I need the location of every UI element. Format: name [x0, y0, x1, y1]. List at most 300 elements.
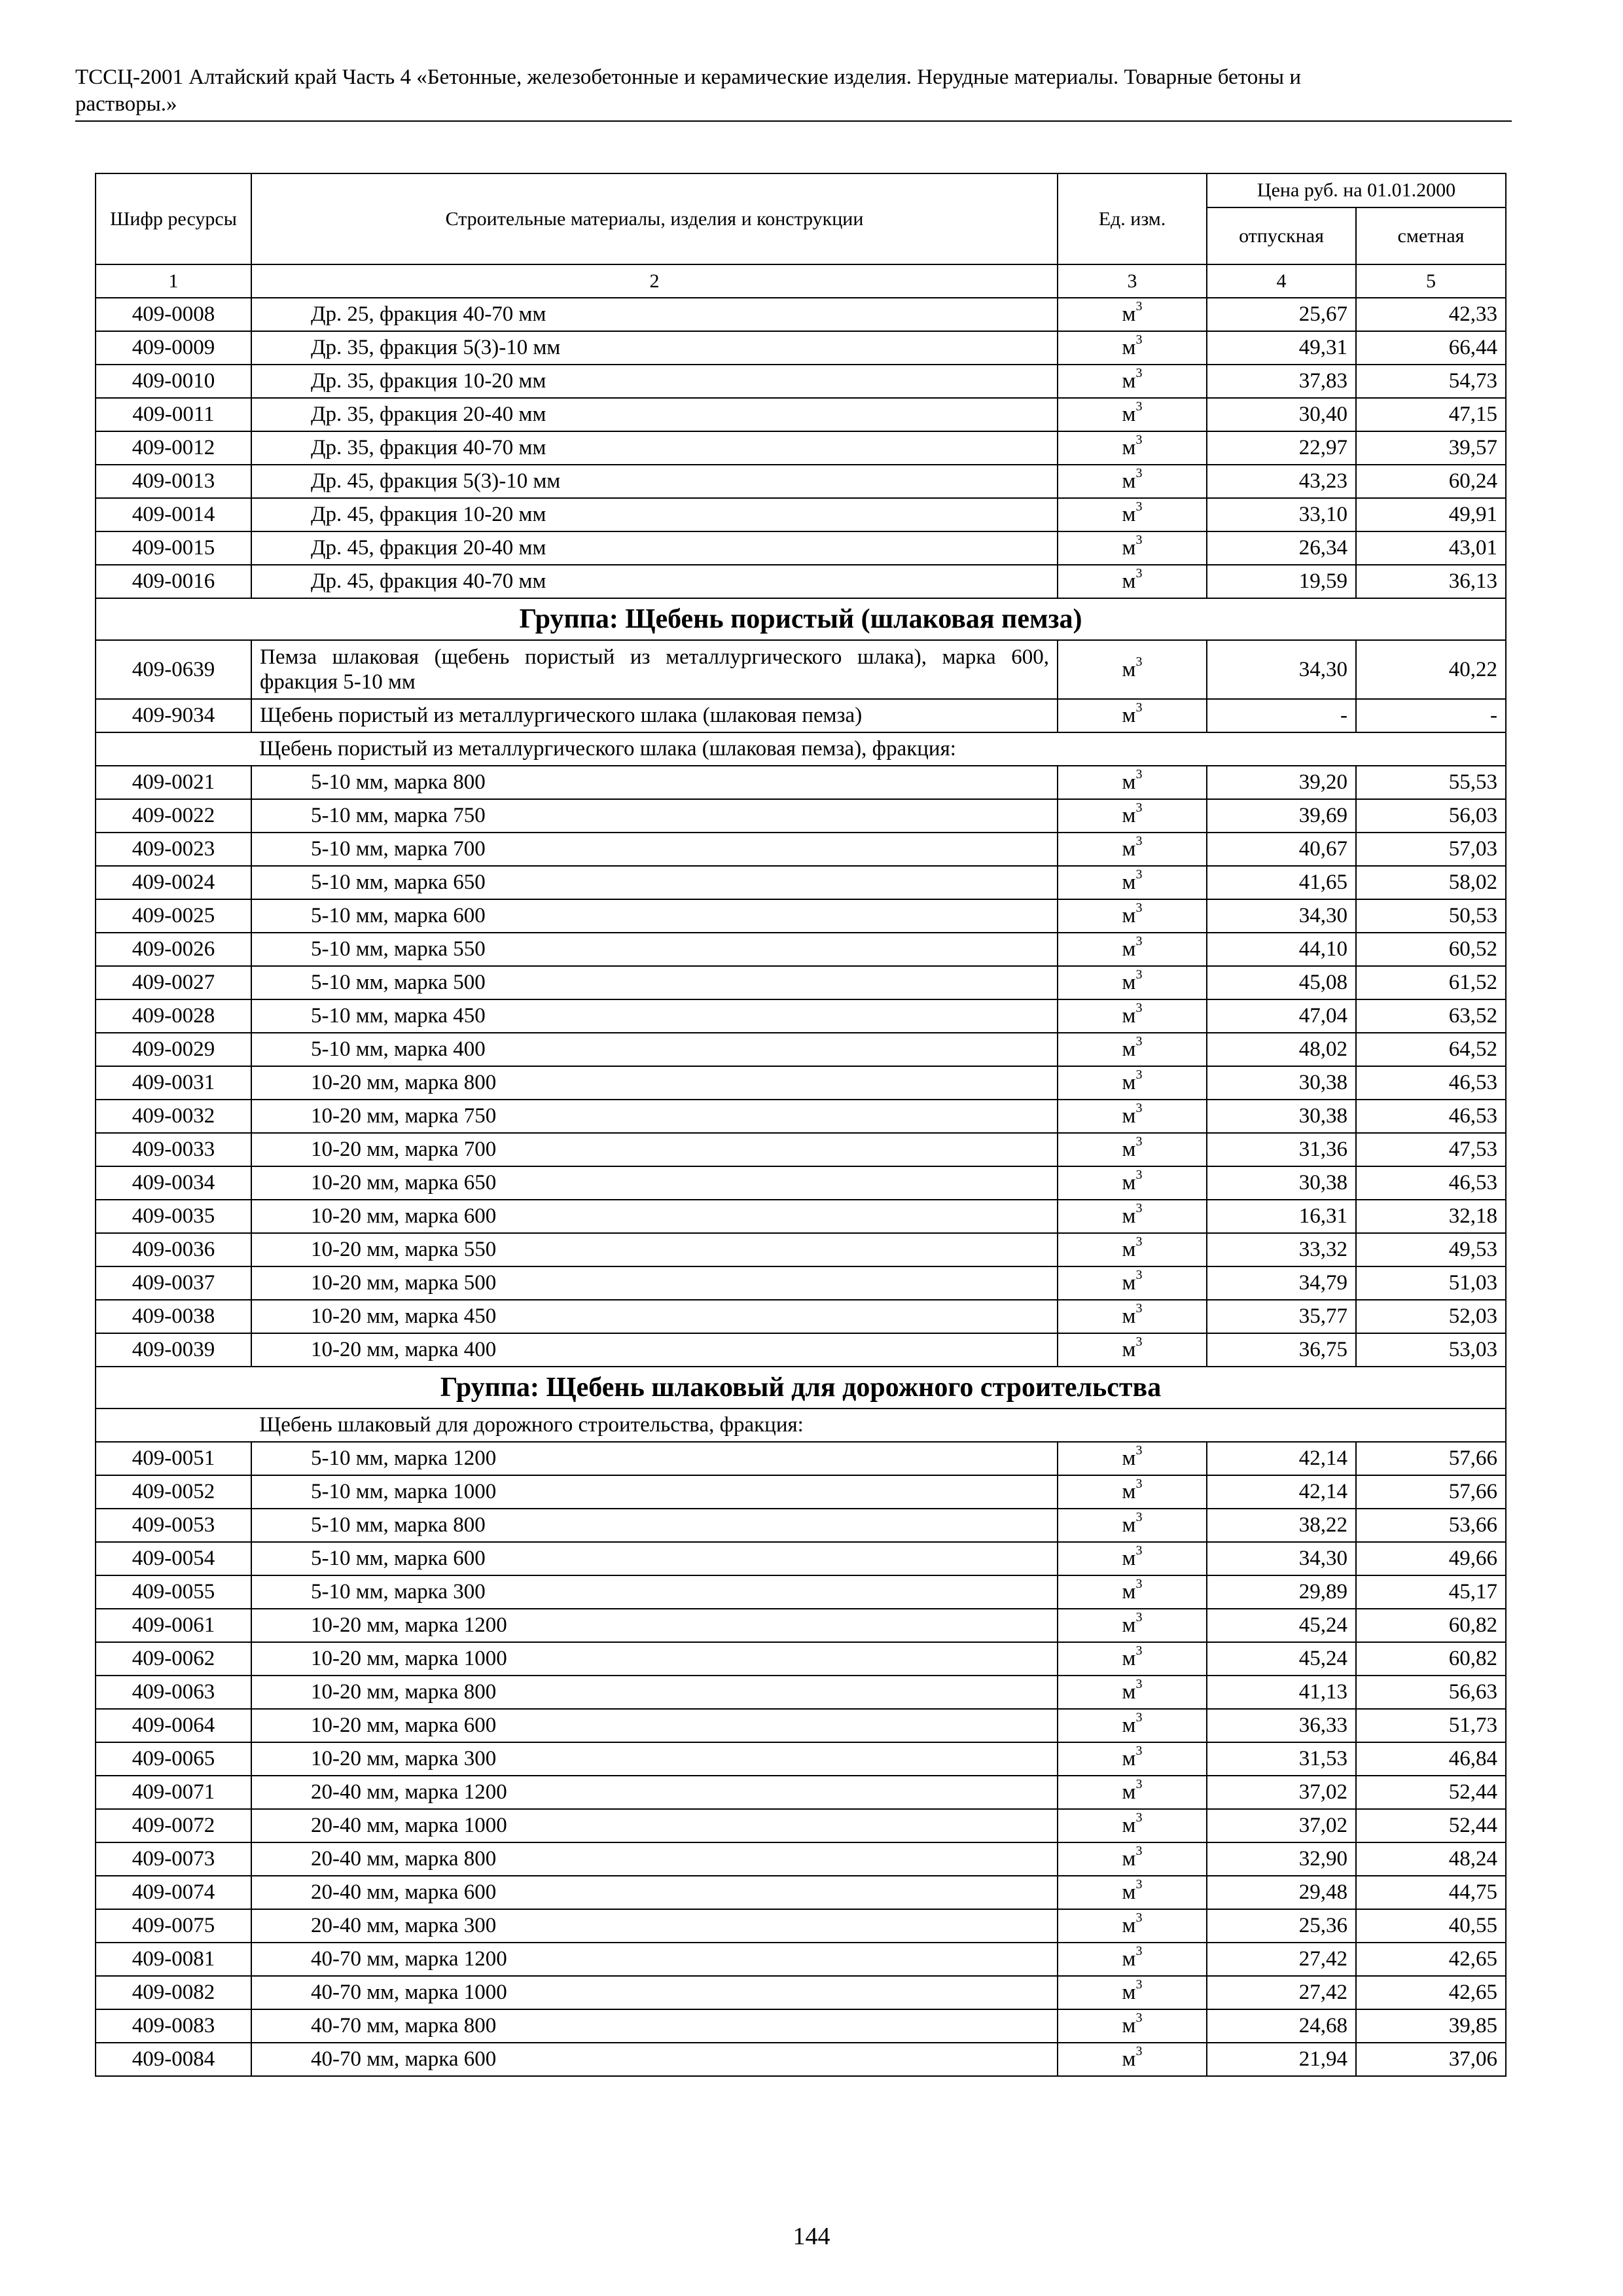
estimate-price: 46,53 — [1356, 1066, 1506, 1100]
unit-cell — [1058, 1200, 1207, 1233]
unit-text: м — [1122, 1780, 1136, 1804]
resource-code: 409-0084 — [96, 2043, 251, 2076]
table-row — [96, 1709, 1506, 1742]
material-name: 20-40 мм, марка 1200 — [251, 1776, 1058, 1809]
table-row — [96, 1166, 1506, 1200]
table-row — [96, 866, 1506, 899]
material-name: 10-20 мм, марка 650 — [251, 1166, 1058, 1200]
table-row — [96, 398, 1506, 431]
unit-text: м — [1122, 904, 1136, 927]
unit-exponent: 3 — [1135, 1101, 1143, 1115]
unit-text: м — [1122, 569, 1136, 593]
unit-exponent: 3 — [1135, 366, 1143, 380]
table-row — [96, 1100, 1506, 1133]
unit-cell — [1058, 833, 1207, 866]
release-price: 36,33 — [1207, 1709, 1356, 1742]
column-number: 3 — [1058, 264, 1207, 298]
unit-text: м — [1122, 937, 1136, 961]
unit-text: м — [1122, 1880, 1136, 1904]
release-price: 31,53 — [1207, 1742, 1356, 1776]
table-row — [96, 1200, 1506, 1233]
page-number: 144 — [793, 2223, 830, 2250]
release-price: 22,97 — [1207, 431, 1356, 465]
unit-exponent: 3 — [1135, 1168, 1143, 1182]
unit-cell — [1058, 1742, 1207, 1776]
table-row — [96, 699, 1506, 732]
material-name: 10-20 мм, марка 600 — [251, 1200, 1058, 1233]
resource-code: 409-0075 — [96, 1909, 251, 1943]
unit-cell — [1058, 1333, 1207, 1367]
resource-code: 409-0051 — [96, 1442, 251, 1475]
material-name: 10-20 мм, марка 450 — [251, 1300, 1058, 1333]
unit-cell — [1058, 1575, 1207, 1609]
release-price: 49,31 — [1207, 331, 1356, 365]
estimate-price: 42,65 — [1356, 1943, 1506, 1976]
subgroup-title: Щебень пористый из металлургического шлака (шлаковая пемза), фракция: — [251, 732, 1506, 766]
estimate-price: 42,33 — [1356, 298, 1506, 331]
release-price: 29,48 — [1207, 1876, 1356, 1909]
release-price: 27,42 — [1207, 1976, 1356, 2009]
resource-code: 409-0074 — [96, 1876, 251, 1909]
table-row — [96, 1842, 1506, 1876]
resource-code: 409-0055 — [96, 1575, 251, 1609]
unit-exponent: 3 — [1135, 1877, 1143, 1892]
material-name: 5-10 мм, марка 600 — [251, 1542, 1058, 1575]
unit-cell — [1058, 1776, 1207, 1809]
estimate-price: 49,66 — [1356, 1542, 1506, 1575]
table-row — [96, 766, 1506, 799]
unit-exponent: 3 — [1135, 700, 1143, 715]
estimate-price: 52,03 — [1356, 1300, 1506, 1333]
table-row — [96, 1776, 1506, 1809]
table-row — [96, 966, 1506, 999]
unit-text: м — [1122, 1037, 1136, 1061]
unit-text: м — [1122, 804, 1136, 827]
unit-cell — [1058, 298, 1207, 331]
release-price: 44,10 — [1207, 933, 1356, 966]
page-header — [75, 64, 1512, 122]
material-name: Щебень пористый из металлургического шлака (шлаковая пемза) — [251, 699, 1058, 732]
unit-text: м — [1122, 369, 1136, 393]
unit-cell — [1058, 1676, 1207, 1709]
material-name: 10-20 мм, марка 300 — [251, 1742, 1058, 1776]
resource-code: 409-0639 — [96, 640, 251, 699]
unit-cell — [1058, 1642, 1207, 1676]
unit-text: м — [1122, 870, 1136, 894]
unit-exponent: 3 — [1135, 1977, 1143, 1992]
material-name: 40-70 мм, марка 1200 — [251, 1943, 1058, 1976]
unit-exponent: 3 — [1135, 2044, 1143, 2058]
unit-exponent: 3 — [1135, 1034, 1143, 1049]
resource-code: 409-0037 — [96, 1266, 251, 1300]
unit-text: м — [1122, 2047, 1136, 2071]
estimate-price: 57,66 — [1356, 1442, 1506, 1475]
unit-text: м — [1122, 1446, 1136, 1470]
unit-text: м — [1122, 704, 1136, 727]
resource-code: 409-0010 — [96, 365, 251, 398]
table-row — [96, 899, 1506, 933]
resource-code: 409-0024 — [96, 866, 251, 899]
unit-exponent: 3 — [1135, 433, 1143, 447]
unit-exponent: 3 — [1135, 1301, 1143, 1316]
resource-code: 409-0013 — [96, 465, 251, 498]
material-name: 5-10 мм, марка 550 — [251, 933, 1058, 966]
table-row — [96, 498, 1506, 531]
release-price: 34,30 — [1207, 899, 1356, 933]
unit-exponent: 3 — [1135, 1201, 1143, 1215]
release-price: 33,10 — [1207, 498, 1356, 531]
unit-cell — [1058, 1943, 1207, 1976]
estimate-price: 46,53 — [1356, 1100, 1506, 1133]
resource-code: 409-0011 — [96, 398, 251, 431]
table-row — [96, 1509, 1506, 1542]
release-price: 26,34 — [1207, 531, 1356, 565]
unit-cell — [1058, 1542, 1207, 1575]
resource-code: 409-0009 — [96, 331, 251, 365]
resource-code: 409-0082 — [96, 1976, 251, 2009]
unit-cell — [1058, 1133, 1207, 1166]
unit-cell — [1058, 1066, 1207, 1100]
unit-text: м — [1122, 1647, 1136, 1670]
table-row — [96, 531, 1506, 565]
table-row — [96, 465, 1506, 498]
estimate-price: 47,15 — [1356, 398, 1506, 431]
resource-code: 409-0064 — [96, 1709, 251, 1742]
unit-cell — [1058, 2043, 1207, 2076]
material-name: 10-20 мм, марка 1200 — [251, 1609, 1058, 1642]
resource-code: 409-0012 — [96, 431, 251, 465]
table-row — [96, 1943, 1506, 1976]
material-name: 5-10 мм, марка 800 — [251, 766, 1058, 799]
resource-code: 409-0008 — [96, 298, 251, 331]
unit-exponent: 3 — [1135, 1234, 1143, 1249]
table-row — [96, 1676, 1506, 1709]
release-price: 34,30 — [1207, 640, 1356, 699]
estimate-price: 32,18 — [1356, 1200, 1506, 1233]
unit-exponent: 3 — [1135, 1944, 1143, 1958]
estimate-price: 40,55 — [1356, 1909, 1506, 1943]
unit-cell — [1058, 531, 1207, 565]
unit-cell — [1058, 1509, 1207, 1542]
estimate-price: 66,44 — [1356, 331, 1506, 365]
unit-cell — [1058, 999, 1207, 1033]
group-title: Группа: Щебень шлаковый для дорожного строительства — [96, 1367, 1506, 1408]
table-row — [96, 799, 1506, 833]
unit-exponent: 3 — [1135, 767, 1143, 781]
unit-cell — [1058, 1876, 1207, 1909]
unit-text: м — [1122, 2014, 1136, 2037]
release-price: 43,23 — [1207, 465, 1356, 498]
resource-code: 409-0065 — [96, 1742, 251, 1776]
unit-text: м — [1122, 302, 1136, 326]
unit-cell — [1058, 1100, 1207, 1133]
unit-exponent: 3 — [1135, 299, 1143, 314]
material-name: 5-10 мм, марка 800 — [251, 1509, 1058, 1542]
material-name: Др. 35, фракция 10-20 мм — [251, 365, 1058, 398]
release-price: 25,36 — [1207, 1909, 1356, 1943]
release-price: 21,94 — [1207, 2043, 1356, 2076]
resource-code: 409-0063 — [96, 1676, 251, 1709]
estimate-price: 49,53 — [1356, 1233, 1506, 1266]
estimate-price: 51,73 — [1356, 1709, 1506, 1742]
unit-cell — [1058, 1709, 1207, 1742]
estimate-price: 47,53 — [1356, 1133, 1506, 1166]
estimate-price: 53,03 — [1356, 1333, 1506, 1367]
unit-exponent: 3 — [1135, 1543, 1143, 1558]
resource-code: 409-0036 — [96, 1233, 251, 1266]
unit-text: м — [1122, 1981, 1136, 2004]
table-row — [96, 1742, 1506, 1776]
resource-code: 409-0027 — [96, 966, 251, 999]
release-price: 25,67 — [1207, 298, 1356, 331]
unit-cell — [1058, 966, 1207, 999]
resource-code: 409-0061 — [96, 1609, 251, 1642]
release-price: 29,89 — [1207, 1575, 1356, 1609]
table-row — [96, 2043, 1506, 2076]
unit-exponent: 3 — [1135, 1643, 1143, 1658]
table-row — [96, 833, 1506, 866]
resource-code: 409-0039 — [96, 1333, 251, 1367]
unit-exponent: 3 — [1135, 967, 1143, 982]
estimate-price: 40,22 — [1356, 640, 1506, 699]
material-name: Др. 35, фракция 5(3)-10 мм — [251, 331, 1058, 365]
subgroup-heading-row — [96, 1408, 1506, 1442]
resource-code: 409-0021 — [96, 766, 251, 799]
material-name: 5-10 мм, марка 1000 — [251, 1475, 1058, 1509]
release-price: 30,40 — [1207, 398, 1356, 431]
table-row — [96, 933, 1506, 966]
material-name: Др. 35, фракция 40-70 мм — [251, 431, 1058, 465]
resource-code: 409-0038 — [96, 1300, 251, 1333]
estimate-price: 55,53 — [1356, 766, 1506, 799]
unit-cell — [1058, 799, 1207, 833]
unit-text: м — [1122, 1071, 1136, 1094]
column-header-price: Цена руб. на 01.01.2000 — [1207, 173, 1506, 207]
material-name: 10-20 мм, марка 500 — [251, 1266, 1058, 1300]
material-name: 10-20 мм, марка 550 — [251, 1233, 1058, 1266]
resource-code: 409-0022 — [96, 799, 251, 833]
resource-code: 409-0028 — [96, 999, 251, 1033]
unit-text: м — [1122, 1513, 1136, 1537]
unit-exponent: 3 — [1135, 1067, 1143, 1082]
resource-code: 409-0026 — [96, 933, 251, 966]
unit-exponent: 3 — [1135, 1443, 1143, 1458]
unit-exponent: 3 — [1135, 654, 1143, 669]
release-price: 37,83 — [1207, 365, 1356, 398]
resource-code: 409-0033 — [96, 1133, 251, 1166]
estimate-price: 44,75 — [1356, 1876, 1506, 1909]
unit-text: м — [1122, 336, 1136, 359]
unit-exponent: 3 — [1135, 1610, 1143, 1624]
column-header-unit: Ед. изм. — [1058, 173, 1207, 264]
resource-code: 409-0032 — [96, 1100, 251, 1133]
estimate-price: 58,02 — [1356, 866, 1506, 899]
unit-exponent: 3 — [1135, 834, 1143, 848]
release-price: 32,90 — [1207, 1842, 1356, 1876]
unit-text: м — [1122, 770, 1136, 794]
unit-exponent: 3 — [1135, 1910, 1143, 1925]
column-header-name: Строительные материалы, изделия и конструкции — [251, 173, 1058, 264]
resource-code: 409-0025 — [96, 899, 251, 933]
estimate-price: 56,03 — [1356, 799, 1506, 833]
release-price: - — [1207, 699, 1356, 732]
group-heading-row — [96, 598, 1506, 640]
material-name: 10-20 мм, марка 750 — [251, 1100, 1058, 1133]
release-price: 47,04 — [1207, 999, 1356, 1033]
unit-exponent: 3 — [1135, 533, 1143, 547]
resource-code: 409-0054 — [96, 1542, 251, 1575]
material-name: 5-10 мм, марка 650 — [251, 866, 1058, 899]
unit-text: м — [1122, 1680, 1136, 1704]
table-row — [96, 331, 1506, 365]
release-price: 42,14 — [1207, 1475, 1356, 1509]
material-name: 10-20 мм, марка 800 — [251, 1676, 1058, 1709]
release-price: 37,02 — [1207, 1776, 1356, 1809]
table-row — [96, 1542, 1506, 1575]
resource-code: 409-0083 — [96, 2009, 251, 2043]
table-row — [96, 1809, 1506, 1842]
subgroup-title: Щебень шлаковый для дорожного строительства, фракция: — [251, 1408, 1506, 1442]
release-price: 19,59 — [1207, 565, 1356, 598]
estimate-price: 60,82 — [1356, 1609, 1506, 1642]
unit-exponent: 3 — [1135, 1577, 1143, 1591]
material-name: Др. 35, фракция 20-40 мм — [251, 398, 1058, 431]
unit-exponent: 3 — [1135, 1677, 1143, 1691]
unit-cell — [1058, 1609, 1207, 1642]
column-header-code: Шифр ресурсы — [96, 173, 251, 264]
release-price: 48,02 — [1207, 1033, 1356, 1066]
resource-code: 409-0034 — [96, 1166, 251, 1200]
table-row — [96, 1133, 1506, 1166]
release-price: 34,79 — [1207, 1266, 1356, 1300]
subgroup-lead-cell — [96, 1408, 251, 1442]
unit-text: м — [1122, 1947, 1136, 1971]
material-name: 5-10 мм, марка 600 — [251, 899, 1058, 933]
estimate-price: 42,65 — [1356, 1976, 1506, 2009]
material-name: 20-40 мм, марка 1000 — [251, 1809, 1058, 1842]
unit-exponent: 3 — [1135, 1810, 1143, 1825]
estimate-price: 57,66 — [1356, 1475, 1506, 1509]
table-row — [96, 565, 1506, 598]
resource-code: 409-9034 — [96, 699, 251, 732]
unit-exponent: 3 — [1135, 1134, 1143, 1149]
column-number: 5 — [1356, 264, 1506, 298]
unit-text: м — [1122, 503, 1136, 526]
unit-exponent: 3 — [1135, 1001, 1143, 1015]
release-price: 37,02 — [1207, 1809, 1356, 1842]
table-row — [96, 1909, 1506, 1943]
release-price: 41,13 — [1207, 1676, 1356, 1709]
unit-cell — [1058, 866, 1207, 899]
unit-text: м — [1122, 1004, 1136, 1028]
unit-text: м — [1122, 1138, 1136, 1161]
unit-exponent: 3 — [1135, 1710, 1143, 1725]
release-price: 35,77 — [1207, 1300, 1356, 1333]
unit-text: м — [1122, 657, 1136, 681]
estimate-price: 60,82 — [1356, 1642, 1506, 1676]
unit-cell — [1058, 465, 1207, 498]
unit-cell — [1058, 1033, 1207, 1066]
unit-text: м — [1122, 1914, 1136, 1937]
estimate-price: 56,63 — [1356, 1676, 1506, 1709]
release-price: 45,08 — [1207, 966, 1356, 999]
unit-text: м — [1122, 1304, 1136, 1328]
material-name: Др. 45, фракция 40-70 мм — [251, 565, 1058, 598]
unit-cell — [1058, 1842, 1207, 1876]
resource-code: 409-0029 — [96, 1033, 251, 1066]
material-name: Др. 45, фракция 10-20 мм — [251, 498, 1058, 531]
resource-code: 409-0071 — [96, 1776, 251, 1809]
material-name: Пемза шлаковая (щебень пористый из металлургического шлака), марка 600, фракция 5-10 мм — [251, 640, 1058, 699]
unit-text: м — [1122, 1580, 1136, 1604]
material-name: 5-10 мм, марка 1200 — [251, 1442, 1058, 1475]
estimate-price: 63,52 — [1356, 999, 1506, 1033]
unit-text: м — [1122, 1480, 1136, 1503]
table-body — [96, 298, 1506, 2076]
release-price: 30,38 — [1207, 1066, 1356, 1100]
unit-text: м — [1122, 1814, 1136, 1837]
unit-cell — [1058, 899, 1207, 933]
release-price: 31,36 — [1207, 1133, 1356, 1166]
table-row — [96, 999, 1506, 1033]
unit-cell — [1058, 1233, 1207, 1266]
estimate-price: 39,85 — [1356, 2009, 1506, 2043]
column-header-release-price: отпускная — [1207, 207, 1356, 264]
material-name: Др. 45, фракция 20-40 мм — [251, 531, 1058, 565]
release-price: 39,20 — [1207, 766, 1356, 799]
unit-cell — [1058, 699, 1207, 732]
estimate-price: 37,06 — [1356, 2043, 1506, 2076]
material-name: 20-40 мм, марка 800 — [251, 1842, 1058, 1876]
material-name: 10-20 мм, марка 400 — [251, 1333, 1058, 1367]
estimate-price: 61,52 — [1356, 966, 1506, 999]
unit-text: м — [1122, 1713, 1136, 1737]
release-price: 40,67 — [1207, 833, 1356, 866]
estimate-price: 52,44 — [1356, 1809, 1506, 1842]
unit-exponent: 3 — [1135, 1268, 1143, 1282]
release-price: 45,24 — [1207, 1609, 1356, 1642]
release-price: 16,31 — [1207, 1200, 1356, 1233]
material-name: 5-10 мм, марка 400 — [251, 1033, 1058, 1066]
unit-text: м — [1122, 1104, 1136, 1128]
material-name: 5-10 мм, марка 500 — [251, 966, 1058, 999]
unit-cell — [1058, 1909, 1207, 1943]
unit-exponent: 3 — [1135, 2011, 1143, 2025]
unit-cell — [1058, 565, 1207, 598]
resource-code: 409-0035 — [96, 1200, 251, 1233]
estimate-price: 53,66 — [1356, 1509, 1506, 1542]
material-name: 40-70 мм, марка 800 — [251, 2009, 1058, 2043]
column-number: 4 — [1207, 264, 1356, 298]
resource-code: 409-0052 — [96, 1475, 251, 1509]
estimate-price: 57,03 — [1356, 833, 1506, 866]
unit-exponent: 3 — [1135, 1844, 1143, 1858]
resource-code: 409-0014 — [96, 498, 251, 531]
unit-cell — [1058, 640, 1207, 699]
release-price: 33,32 — [1207, 1233, 1356, 1266]
unit-cell — [1058, 766, 1207, 799]
subgroup-heading-row — [96, 732, 1506, 766]
unit-exponent: 3 — [1135, 1477, 1143, 1491]
unit-cell — [1058, 498, 1207, 531]
unit-cell — [1058, 1475, 1207, 1509]
estimate-price: 49,91 — [1356, 498, 1506, 531]
material-name: 20-40 мм, марка 600 — [251, 1876, 1058, 1909]
group-title: Группа: Щебень пористый (шлаковая пемза) — [96, 598, 1506, 640]
table-row — [96, 1642, 1506, 1676]
material-name: 10-20 мм, марка 800 — [251, 1066, 1058, 1100]
release-price: 30,38 — [1207, 1166, 1356, 1200]
